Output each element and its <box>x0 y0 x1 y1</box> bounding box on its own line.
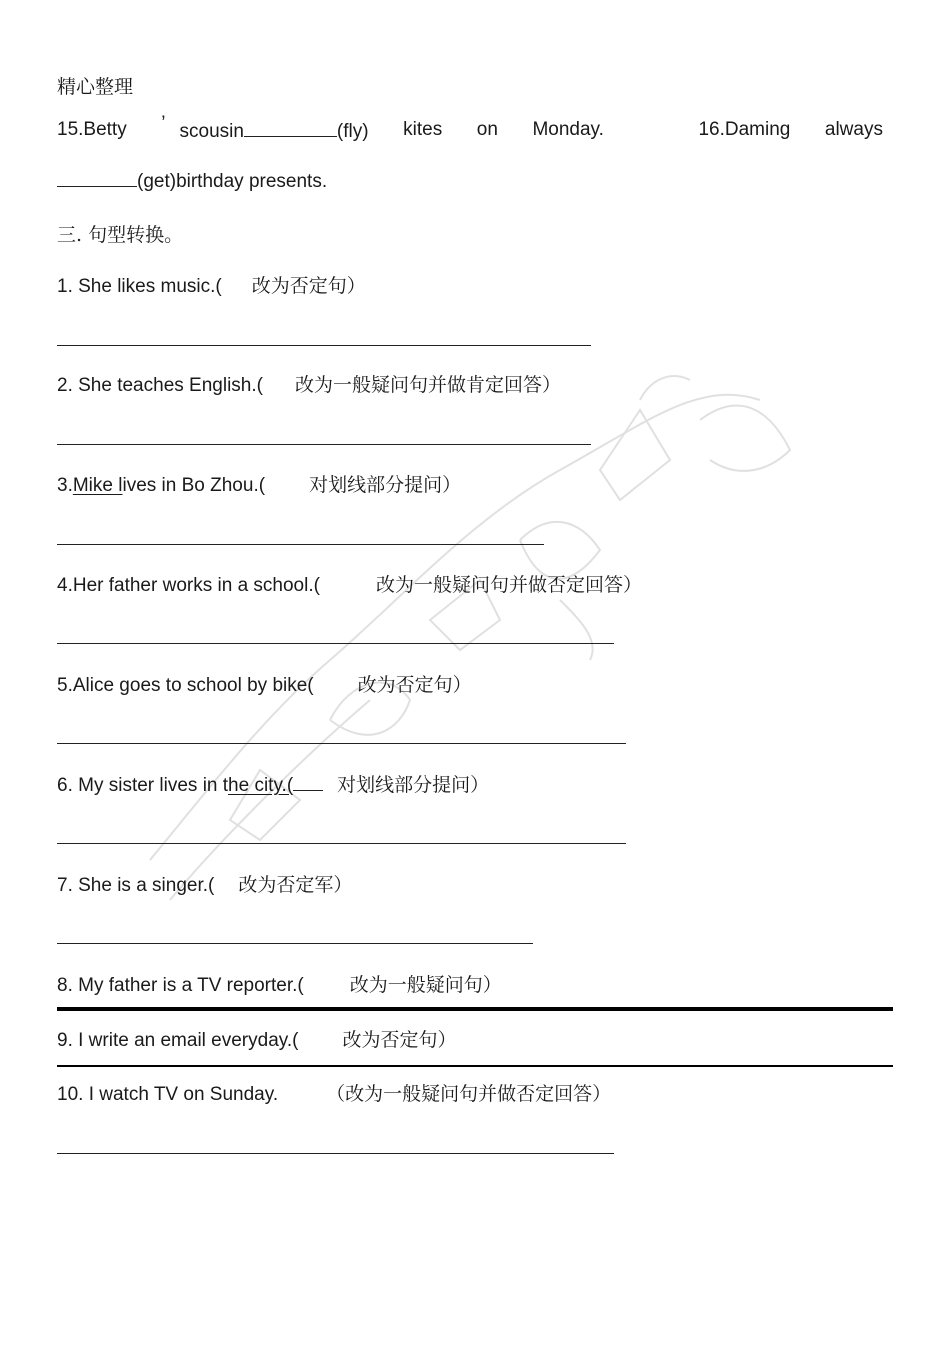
question-7-text: 7. She is a singer.( <box>57 875 215 896</box>
question-9-instruction: 改为否定句） <box>342 1029 457 1051</box>
question-3 <box>57 473 461 498</box>
q15-part-e: on <box>476 119 498 140</box>
answer-line-10[interactable] <box>57 1153 614 1154</box>
q15-part-f: Monday. <box>532 119 604 140</box>
question-1-instruction: 改为否定句） <box>251 275 366 297</box>
q16-part-c: (get)birthday presents. <box>137 171 328 192</box>
q15-cousin-group <box>161 113 369 144</box>
answer-line-3[interactable] <box>57 544 544 545</box>
question-6-instruction: 对划线部分提问） <box>337 774 490 796</box>
q16-part-b: always <box>824 119 883 140</box>
question-8 <box>57 973 502 998</box>
answer-line-1[interactable] <box>57 345 591 346</box>
answer-line-6[interactable] <box>57 843 626 844</box>
question-4-text: 4.Her father works in a school.( <box>57 575 320 596</box>
answer-line-4[interactable] <box>57 643 614 644</box>
question-9 <box>57 1028 456 1053</box>
answer-line-9[interactable] <box>57 1065 893 1067</box>
q15-part-a: 15.Betty <box>57 119 127 140</box>
question-5 <box>57 673 472 698</box>
q16-blank[interactable] <box>57 168 137 187</box>
question-10 <box>57 1082 611 1107</box>
header-label: 精心整理 <box>57 76 134 98</box>
question-3-text: ives in Bo Zhou.( <box>122 475 266 496</box>
question-5-instruction: 改为否定句） <box>357 674 472 696</box>
question-10-instruction: （改为一般疑问句并做否定回答） <box>326 1083 612 1105</box>
q16-continuation <box>57 168 327 194</box>
q16-part-a: 16.Daming <box>698 119 791 140</box>
question-3-instruction: 对划线部分提问） <box>309 474 462 496</box>
question-6-text: 6. My sister lives in t <box>57 775 229 796</box>
question-5-text: 5.Alice goes to school by bike( <box>57 675 314 696</box>
question-10-text: 10. I watch TV on Sunday. <box>57 1084 279 1105</box>
question-2 <box>57 373 561 398</box>
question-1 <box>57 274 366 299</box>
question-7 <box>57 873 352 898</box>
q15-part-c: (fly) <box>336 121 369 142</box>
answer-line-5[interactable] <box>57 743 626 744</box>
q15-part-d: kites <box>403 119 443 140</box>
question-3-number: 3. <box>57 475 73 496</box>
section-3-title: 三. 句型转换。 <box>57 224 184 246</box>
question-1-text: 1. She likes music.( <box>57 276 222 297</box>
question-6-blank <box>293 773 323 791</box>
question-4 <box>57 573 642 598</box>
question-8-text: 8. My father is a TV reporter.( <box>57 975 304 996</box>
q15-apostrophe: ’ <box>161 113 166 134</box>
items-15-16-line <box>57 113 883 144</box>
answer-line-7[interactable] <box>57 943 533 944</box>
question-6-underlined-part: he city.( <box>228 775 294 796</box>
q15-blank[interactable] <box>244 118 337 137</box>
question-6 <box>57 773 489 798</box>
question-2-instruction: 改为一般疑问句并做肯定回答） <box>294 374 561 396</box>
question-9-text: 9. I write an email everyday.( <box>57 1030 299 1051</box>
question-2-text: 2. She teaches English.( <box>57 375 263 396</box>
answer-line-8[interactable] <box>57 1007 893 1011</box>
question-4-instruction: 改为一般疑问句并做否定回答） <box>375 574 642 596</box>
q15-part-b: scousin <box>179 121 244 142</box>
answer-line-2[interactable] <box>57 444 591 445</box>
question-8-instruction: 改为一般疑问句） <box>349 974 502 996</box>
question-3-underlined-part: Mike l <box>72 475 123 496</box>
question-7-instruction: 改为否定军） <box>238 874 353 896</box>
